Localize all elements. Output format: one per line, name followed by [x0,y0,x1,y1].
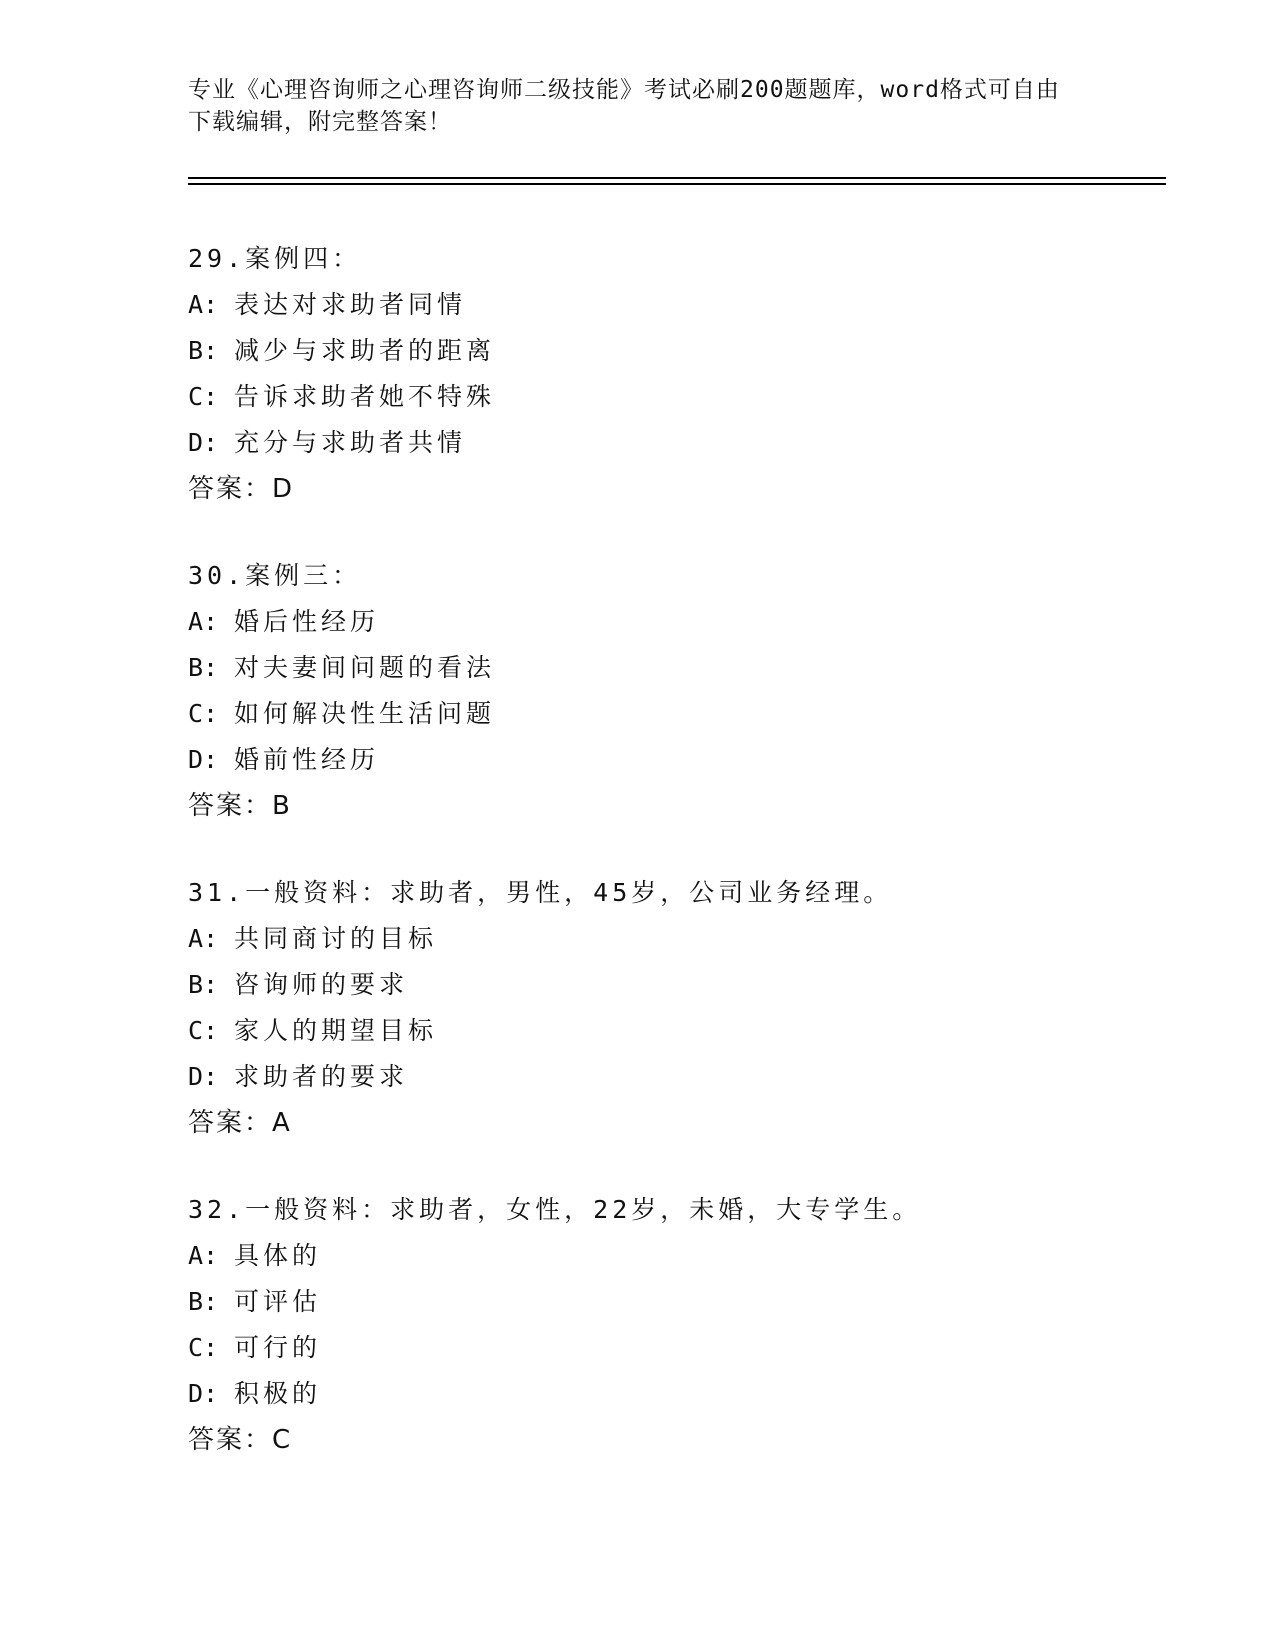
option-text: 共同商讨的目标 [234,924,438,953]
option-letter: B: [188,970,219,999]
option-text: 婚前性经历 [234,745,380,774]
header-divider-bottom [188,183,1166,185]
option-text: 对夫妻间问题的看法 [234,653,496,682]
option-letter: D: [188,428,219,457]
answer-line: 答案：A [188,1108,292,1138]
option-text: 可行的 [234,1333,322,1362]
question-stem: 30.案例三： [188,561,362,590]
option-letter: B: [188,336,219,365]
option-text: 积极的 [234,1379,322,1408]
option-text: 求助者的要求 [234,1062,409,1091]
option-text: 表达对求助者同情 [234,290,467,319]
option-text: 具体的 [234,1241,322,1270]
answer-line: 答案：C [188,1425,293,1455]
answer-line: 答案：B [188,791,292,821]
option-letter: D: [188,1062,219,1091]
option-b [188,328,1168,374]
option-letter: D: [188,1379,219,1408]
option-letter: C: [188,1333,219,1362]
option-letter: C: [188,1016,219,1045]
option-text: 告诉求助者她不特殊 [234,382,496,411]
header-divider-top [188,177,1166,179]
option-letter: B: [188,1287,219,1316]
option-a [188,282,1168,328]
option-letter: B: [188,653,219,682]
option-c [188,691,1168,737]
document-header: 专业《心理咨询师之心理咨询师二级技能》考试必刷200题题库，word格式可自由下载编辑，附完整答案！ [188,77,1060,135]
question-stem: 31.一般资料：求助者，男性，45岁，公司业务经理。 [188,878,893,907]
answer-line: 答案：D [188,474,295,504]
option-letter: A: [188,1241,219,1270]
question-32 [188,1187,1168,1463]
option-letter: C: [188,699,219,728]
option-letter: D: [188,745,219,774]
question-29 [188,236,1168,512]
question-list [188,236,1168,1504]
option-letter: C: [188,382,219,411]
option-a [188,599,1168,645]
question-stem: 29.案例四： [188,244,362,273]
option-d [188,420,1168,466]
option-d [188,1054,1168,1100]
option-b [188,962,1168,1008]
option-text: 充分与求助者共情 [234,428,467,457]
option-text: 可评估 [234,1287,322,1316]
option-letter: A: [188,924,219,953]
option-c [188,1325,1168,1371]
option-text: 咨询师的要求 [234,970,409,999]
option-text: 婚后性经历 [234,607,380,636]
option-letter: A: [188,607,219,636]
option-a [188,916,1168,962]
option-d [188,737,1168,783]
option-text: 减少与求助者的距离 [234,336,496,365]
option-a [188,1233,1168,1279]
option-c [188,1008,1168,1054]
option-text: 如何解决性生活问题 [234,699,496,728]
option-letter: A: [188,290,219,319]
option-text: 家人的期望目标 [234,1016,438,1045]
option-b [188,1279,1168,1325]
question-31 [188,870,1168,1146]
question-stem: 32.一般资料：求助者，女性，22岁，未婚，大专学生。 [188,1195,922,1224]
option-b [188,645,1168,691]
question-30 [188,553,1168,829]
option-d [188,1371,1168,1417]
option-c [188,374,1168,420]
